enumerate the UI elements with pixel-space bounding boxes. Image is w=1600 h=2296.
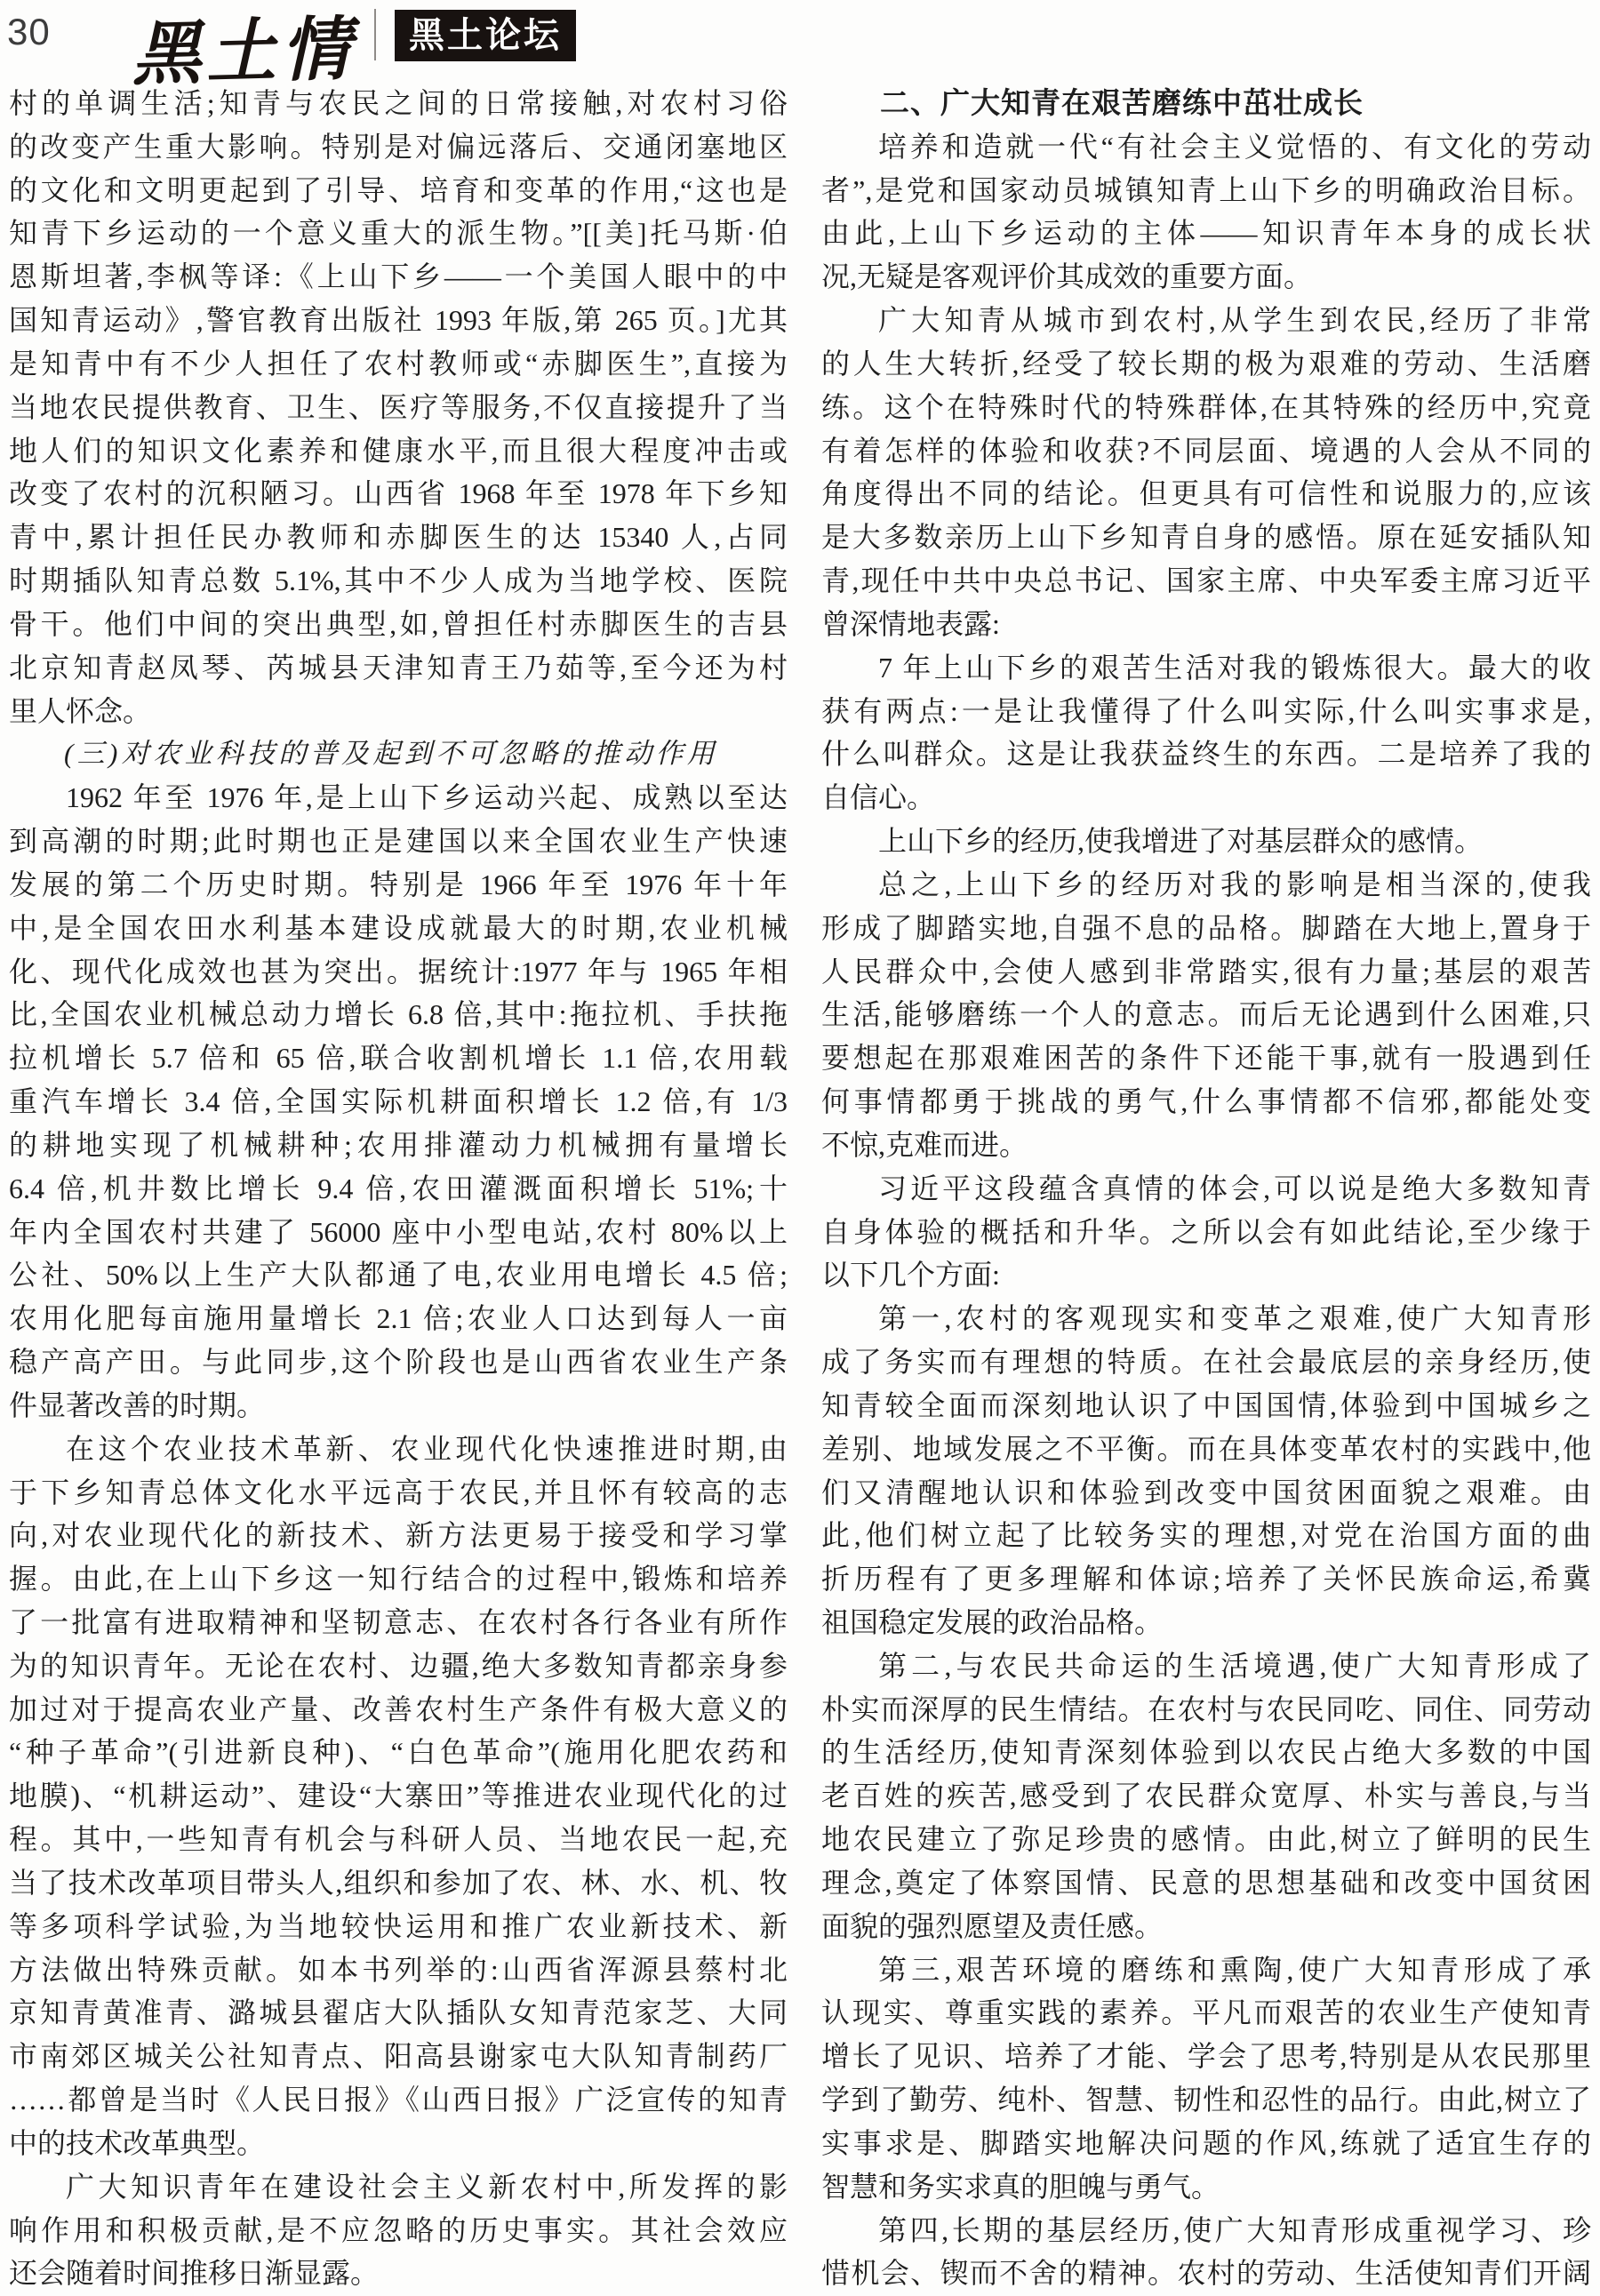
text-line: 6.4 倍,机井数比增长 9.4 倍,农田灌溉面积增长 51%;十: [9, 1172, 788, 1204]
text-line: 农用化肥每亩施用量增长 2.1 倍;农业人口达到每人一亩: [9, 1302, 788, 1335]
text-line: 总之,上山下乡的经历对我的影响是相当深的,使我: [878, 868, 1591, 900]
text-line: 的文化和文明更起到了引导、培育和变革的作用,“这也是: [9, 173, 788, 206]
text-line: 里人怀念。: [9, 694, 152, 727]
text-line: 时期插队知青总数 5.1%,其中不少人成为当地学校、医院: [9, 564, 788, 597]
text-line: 人民群众中,会使人感到非常踏实,很有力量;基层的艰苦: [821, 955, 1591, 988]
text-line: 者”,是党和国家动员城镇知青上山下乡的明确政治目标。: [821, 173, 1591, 206]
text-line: 什么叫群众。这是让我获益终生的东西。二是培养了我的: [821, 738, 1591, 771]
text-line: 青,现任中共中央总书记、国家主席、中央军委主席习近平: [821, 564, 1591, 597]
text-line: 化、现代化成效也甚为突出。据统计:1977 年与 1965 年相: [9, 955, 788, 988]
text-line: 况,无疑是客观评价其成效的重要方面。: [821, 260, 1313, 293]
text-line: 上山下乡的经历,使我增进了对基层群众的感情。: [878, 825, 1484, 858]
text-line: 折历程有了更多理解和体谅;培养了关怀民族命运,希冀: [821, 1563, 1591, 1596]
text-line: 老百姓的疾苦,感受到了农民群众宽厚、朴实与善良,与当: [821, 1780, 1591, 1812]
text-line: 有着怎样的体验和收获?不同层面、境遇的人会从不同的: [821, 434, 1591, 467]
text-line: 地膜)、“机耕运动”、建设“大寨田”等推进农业现代化的过: [9, 1780, 788, 1812]
text-line: 自信心。: [821, 781, 936, 814]
text-line: 拉机增长 5.7 倍和 65 倍,联合收割机增长 1.1 倍,农用载: [9, 1042, 788, 1075]
text-line: 是大多数亲历上山下乡知青自身的感悟。原在延安插队知: [821, 521, 1591, 554]
text-line: 第四,长期的基层经历,使广大知青形成重视学习、珍: [878, 2213, 1591, 2246]
text-line: 理念,奠定了体察国情、民意的思想基础和改变中国贫困: [821, 1866, 1591, 1899]
text-line: 要想起在那艰难困苦的条件下还能干事,就有一股遇到任: [821, 1042, 1591, 1075]
text-line: 知青下乡运动的一个意义重大的派生物。”[[美]托马斯·伯: [9, 217, 788, 250]
text-line: 青中,累计担任民办教师和赤脚医生的达 15340 人,占同: [9, 521, 788, 554]
text-line: 是知青中有不少人担任了农村教师或“赤脚医生”,直接为: [9, 347, 788, 380]
text-line: 角度得出不同的结论。但更具有可信性和说服力的,应该: [821, 477, 1591, 510]
text-line: 的人生大转折,经受了较长期的极为艰难的劳动、生活磨: [821, 347, 1591, 380]
text-line: 此,他们树立起了比较务实的理想,对党在治国方面的曲: [821, 1519, 1591, 1552]
text-line: 年内全国农村共建了 56000 座中小型电站,农村 80%以上: [9, 1215, 788, 1248]
text-line: 于下乡知青总体文化水平远高于农民,并且怀有较高的志: [9, 1476, 788, 1508]
subsection-heading: (三)对农业科技的普及起到不可忽略的推动作用: [64, 738, 719, 770]
text-line: 智慧和务实求真的胆魄与勇气。: [821, 2170, 1220, 2203]
text-line: 京知青黄准青、潞城县翟店大队插队女知青范家芝、大同: [9, 1996, 788, 2029]
text-line: 们又清醒地认识和体验到改变中国贫困面貌之艰难。由: [821, 1476, 1591, 1508]
text-line: 由此,上山下乡运动的主体——知识青年本身的成长状: [821, 217, 1591, 250]
text-line: 朴实而深厚的民生情结。在农村与农民同吃、同住、同劳动: [821, 1692, 1591, 1725]
text-line: 北京知青赵凤琴、芮城县天津知青王乃茹等,至今还为村: [9, 651, 788, 684]
text-line: 加过对于提高农业产量、改善农村生产条件有极大意义的: [9, 1692, 788, 1725]
text-line: 到高潮的时期;此时期也正是建国以来全国农业生产快速: [9, 825, 788, 858]
text-line: 改变了农村的沉积陋习。山西省 1968 年至 1978 年下乡知: [9, 477, 788, 510]
text-line: 等多项科学试验,为当地较快运用和推广农业新技术、新: [9, 1909, 788, 1942]
text-line: 增长了见识、培养了才能、学会了思考,特别是从农民那里: [821, 2040, 1591, 2073]
text-line: 了一批富有进取精神和坚韧意志、在农村各行各业有所作: [9, 1605, 788, 1638]
text-line: 惜机会、锲而不舍的精神。农村的劳动、生活使知青们开阔: [821, 2257, 1591, 2290]
text-line: 曾深情地表露:: [821, 607, 1000, 640]
text-line: 地农民建立了弥足珍贵的感情。由此,树立了鲜明的民生: [821, 1823, 1591, 1856]
text-line: 获有两点:一是让我懂得了什么叫实际,什么叫实事求是,: [821, 694, 1591, 727]
text-line: 的改变产生重大影响。特别是对偏远落后、交通闭塞地区: [9, 130, 788, 163]
text-line: 祖国稳定发展的政治品格。: [821, 1605, 1164, 1638]
text-line: 自身体验的概括和升华。之所以会有如此结论,至少缘于: [821, 1215, 1591, 1248]
text-line: 中,是全国农田水利基本建设成就最大的时期,农业机械: [9, 911, 788, 944]
text-line: 1962 年至 1976 年,是上山下乡运动兴起、成熟以至达: [66, 781, 788, 814]
text-line: 培养和造就一代“有社会主义觉悟的、有文化的劳动: [878, 130, 1591, 163]
text-line: 为的知识青年。无论在农村、边疆,绝大多数知青都亲身参: [9, 1649, 788, 1682]
text-line: 国知青运动》,警官教育出版社 1993 年版,第 265 页。]尤其: [9, 304, 788, 337]
text-line: 面貌的强烈愿望及责任感。: [821, 1909, 1164, 1942]
text-line: 第三,艰苦环境的磨练和熏陶,使广大知青形成了承: [878, 1953, 1591, 1986]
text-line: 以下几个方面:: [821, 1259, 1000, 1292]
text-line: 村的单调生活;知青与农民之间的日常接触,对农村习俗: [9, 87, 788, 119]
text-line: 稳产高产田。与此同步,这个阶段也是山西省农业生产条: [9, 1346, 788, 1379]
text-line: 件显著改善的时期。: [9, 1388, 266, 1421]
text-line: 差别、地域发展之不平衡。而在具体变革农村的实践中,他: [821, 1432, 1591, 1465]
text-line: 习近平这段蕴含真情的体会,可以说是绝大多数知青: [878, 1172, 1591, 1204]
page-number: 30: [7, 11, 51, 52]
forum-badge: 黑土论坛: [395, 10, 576, 61]
header-divider: [374, 9, 376, 60]
text-line: 重汽车增长 3.4 倍,全国实际机耕面积增长 1.2 倍,有 1/3: [9, 1085, 788, 1118]
text-line: 恩斯坦著,李枫等译:《上山下乡——一个美国人眼中的中: [9, 260, 788, 293]
text-line: 认现实、尊重实践的素养。平凡而艰苦的农业生产使知青: [821, 1996, 1591, 2029]
text-line: 当地农民提供教育、卫生、医疗等服务,不仅直接提升了当: [9, 390, 788, 423]
text-line: “种子革命”(引进新良种)、“白色革命”(施用化肥农药和: [9, 1736, 788, 1769]
text-line: ……都曾是当时《人民日报》《山西日报》广泛宣传的知青: [9, 2084, 788, 2116]
text-line: 第一,农村的客观现实和变革之艰难,使广大知青形: [878, 1302, 1591, 1335]
text-line: 比,全国农业机械总动力增长 6.8 倍,其中:拖拉机、手扶拖: [9, 998, 788, 1031]
text-line: 还会随着时间推移日渐显露。: [9, 2257, 380, 2290]
text-line: 广大知识青年在建设社会主义新农村中,所发挥的影: [66, 2170, 788, 2203]
text-line: 地人们的知识文化素养和健康水平,而且很大程度冲击或: [9, 434, 788, 467]
text-line: 第二,与农民共命运的生活境遇,使广大知青形成了: [878, 1649, 1591, 1682]
text-line: 何事情都勇于挑战的勇气,什么事情都不信邪,都能处变: [821, 1085, 1591, 1118]
text-line: 练。这个在特殊时代的特殊群体,在其特殊的经历中,究竟: [821, 390, 1591, 423]
text-line: 市南郊区城关公社知青点、阳高县谢家屯大队知青制药厂: [9, 2040, 788, 2073]
page-header: [0, 0, 1600, 94]
text-line: 成了务实而有理想的特质。在社会最底层的亲身经历,使: [821, 1346, 1591, 1379]
text-line: 广大知青从城市到农村,从学生到农民,经历了非常: [878, 304, 1591, 337]
text-line: 方法做出特殊贡献。如本书列举的:山西省浑源县蔡村北: [9, 1953, 788, 1986]
text-line: 响作用和积极贡献,是不应忽略的历史事实。其社会效应: [9, 2213, 788, 2246]
text-line: 程。其中,一些知青有机会与科研人员、当地农民一起,充: [9, 1823, 788, 1856]
text-line: 学到了勤劳、纯朴、智慧、韧性和忍性的品行。由此,树立了: [821, 2084, 1591, 2116]
text-column-left: [9, 82, 788, 2295]
section-heading: 二、广大知青在艰苦磨练中茁壮成长: [880, 86, 1364, 119]
journal-logo: 黑土情: [131, 10, 357, 94]
text-line: 发展的第二个历史时期。特别是 1966 年至 1976 年十年: [9, 868, 788, 900]
text-line: 不惊,克难而进。: [821, 1128, 1028, 1161]
text-line: 骨干。他们中间的突出典型,如,曾担任村赤脚医生的吉县: [9, 607, 788, 640]
text-line: 形成了脚踏实地,自强不息的品格。脚踏在大地上,置身于: [821, 911, 1591, 944]
text-line: 当了技术改革项目带头人,组织和参加了农、林、水、机、牧: [9, 1866, 788, 1899]
text-line: 握。由此,在上山下乡这一知行结合的过程中,锻炼和培养: [9, 1563, 788, 1596]
text-line: 的耕地实现了机械耕种;农用排灌动力机械拥有量增长: [9, 1128, 788, 1161]
text-line: 生活,能够磨练一个人的意志。而后无论遇到什么困难,只: [821, 998, 1591, 1031]
text-line: 实事求是、脚踏实地解决问题的作风,练就了适宜生存的: [821, 2126, 1591, 2159]
text-line: 在这个农业技术革新、农业现代化快速推进时期,由: [66, 1432, 788, 1465]
text-line: 向,对农业现代化的新技术、新方法更易于接受和学习掌: [9, 1519, 788, 1552]
text-column-right: [821, 82, 1591, 2295]
text-line: 知青较全面而深刻地认识了中国国情,体验到中国城乡之: [821, 1388, 1591, 1421]
text-line: 的生活经历,使知青深刻体验到以农民占绝大多数的中国: [821, 1736, 1591, 1769]
text-line: 公社、50%以上生产大队都通了电,农业用电增长 4.5 倍;: [9, 1259, 788, 1292]
text-line: 中的技术改革典型。: [9, 2126, 266, 2159]
text-line: 7 年上山下乡的艰苦生活对我的锻炼很大。最大的收: [878, 651, 1591, 684]
